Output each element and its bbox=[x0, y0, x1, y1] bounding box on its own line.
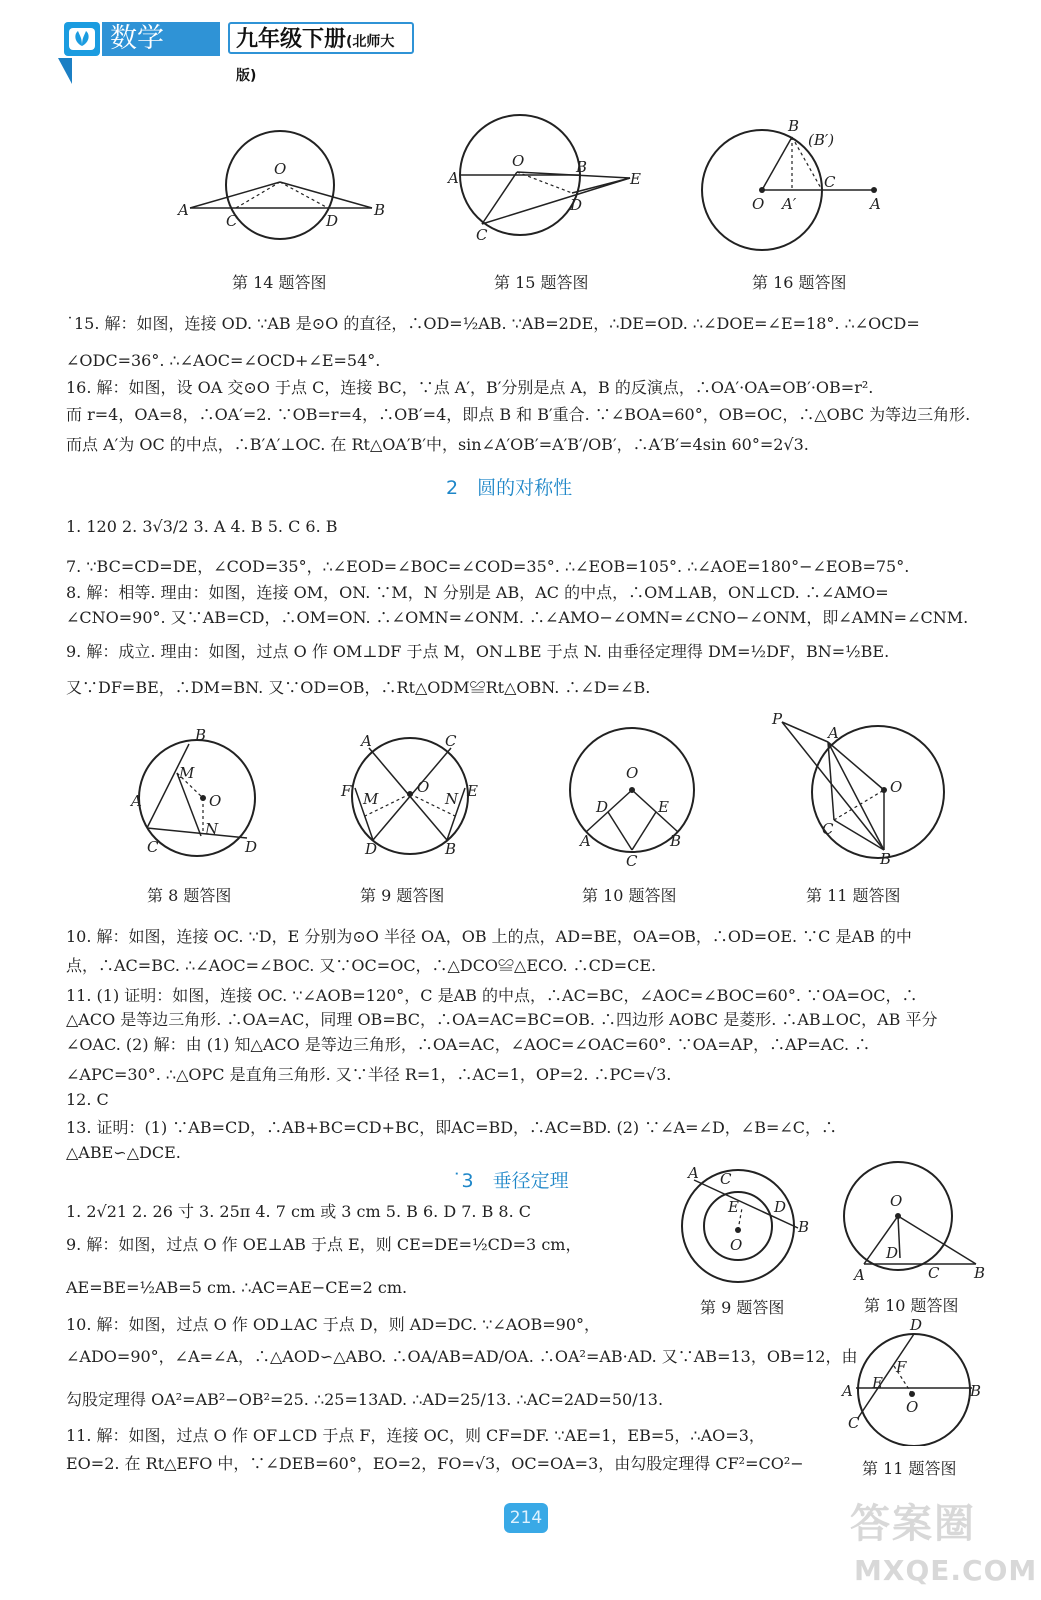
svg-text:O: O bbox=[274, 160, 287, 178]
svg-text:M: M bbox=[363, 790, 379, 808]
text-line: 又∵DF=BE，∴DM=BN. 又∵OD=OB，∴Rt△ODM≌Rt△OBN. ∴∠D=∠B. bbox=[66, 678, 651, 697]
leaf-logo-icon bbox=[64, 22, 100, 56]
text-line: ˙15. 解：如图，连接 OD. ∵AB 是⊙O 的直径，∴OD=½AB. ∵AB=2DE，∴DE=OD. ∴∠DOE=∠E=18°. ∴∠OCD= bbox=[66, 314, 920, 333]
watermark-line-1: 答案圈 bbox=[850, 1501, 976, 1547]
svg-text:O: O bbox=[906, 1398, 919, 1416]
svg-text:C: C bbox=[824, 173, 836, 191]
text-line: ∠ADO=90°，∠A=∠A，∴△AOD∽△ABO. ∴OA/AB=AD/OA. ∴OA²=AB·AD. 又∵AB=13，OB=12，由 bbox=[66, 1347, 858, 1366]
figure-14 bbox=[170, 120, 400, 260]
svg-text:C: C bbox=[928, 1264, 940, 1282]
svg-text:O: O bbox=[752, 195, 765, 213]
svg-text:F: F bbox=[341, 782, 352, 800]
figure-9 bbox=[335, 728, 485, 868]
text-line: 而点 A′为 OC 的中点，∴B′A′⊥OC. 在 Rt△OA′B′中，sin∠A′OB′=A′B′/OB′，∴A′B′=4sin 60°=2√3. bbox=[66, 435, 809, 454]
book-title-text: 九年级下册 bbox=[236, 27, 347, 52]
text-line: 7. ∵BC=CD=DE，∠COD=35°，∴∠EOD=∠BOC=∠COD=35°. ∴∠EOB=105°. ∴∠AOE=180°−∠EOB=75°. bbox=[66, 557, 910, 576]
svg-text:B: B bbox=[195, 728, 207, 744]
svg-text:N: N bbox=[205, 820, 219, 838]
caption-figure-9: 第 9 题答图 bbox=[360, 886, 445, 905]
text-line: 8. 解：相等. 理由：如图，连接 OM，ON. ∵M，N 分别是 AB，AC 的中点，∴OM⊥AB，ON⊥CD. ∴∠AMO= bbox=[66, 583, 889, 602]
svg-text:A: A bbox=[688, 1166, 699, 1182]
figure-8 bbox=[125, 728, 265, 868]
svg-text:B: B bbox=[880, 850, 892, 868]
text-line: 11. 解：如图，过点 O 作 OF⊥CD 于点 F，连接 OC，则 CF=DF. ∵AE=1，EB=5，∴AO=3， bbox=[66, 1426, 765, 1445]
figure-3-11 bbox=[836, 1316, 986, 1446]
section-title-symmetry: 2 圆的对称性 bbox=[446, 477, 573, 499]
svg-text:A: A bbox=[580, 832, 591, 850]
text-line: 9. 解：成立. 理由：如图，过点 O 作 OM⊥DF 于点 M，ON⊥BE 于点 N. 由垂径定理得 DM=½DF，BN=½BE. bbox=[66, 642, 890, 661]
figure-3-9 bbox=[676, 1166, 816, 1290]
watermark bbox=[842, 1490, 1038, 1590]
svg-text:C: C bbox=[848, 1414, 860, 1432]
svg-text:O: O bbox=[626, 764, 639, 782]
svg-text:E: E bbox=[630, 170, 641, 188]
svg-text:C: C bbox=[822, 820, 834, 838]
svg-text:P: P bbox=[772, 712, 783, 728]
svg-text:D: D bbox=[910, 1316, 923, 1334]
text-line: ∠APC=30°. ∴△OPC 是直角三角形. 又∵半径 R=1，∴AC=1，OP=2. ∴PC=√3. bbox=[66, 1065, 672, 1084]
svg-text:A: A bbox=[828, 724, 839, 742]
subject-label: 数学 bbox=[102, 22, 220, 56]
figure-11 bbox=[768, 712, 948, 872]
svg-text:D: D bbox=[774, 1198, 787, 1216]
text-line: ∠CNO=90°. 又∵AB=CD，∴OM=ON. ∴∠OMN=∠ONM. ∴∠AMO−∠OMN=∠CNO−∠ONM，即∠AMN=∠CNM. bbox=[66, 608, 969, 627]
svg-text:O: O bbox=[890, 778, 903, 796]
svg-text:E: E bbox=[872, 1374, 883, 1392]
svg-text:C: C bbox=[445, 732, 457, 750]
svg-text:A′: A′ bbox=[782, 195, 797, 213]
caption-figure-15: 第 15 题答图 bbox=[494, 273, 589, 292]
page-number: 214 bbox=[504, 1503, 548, 1533]
svg-text:B: B bbox=[576, 158, 588, 176]
svg-text:C: C bbox=[720, 1170, 732, 1188]
text-line: 1. 120 2. 3√3/2 3. A 4. B 5. C 6. B bbox=[66, 517, 338, 536]
svg-text:A: A bbox=[361, 732, 372, 750]
svg-text:D: D bbox=[365, 840, 378, 858]
svg-text:C: C bbox=[226, 212, 238, 230]
svg-text:B: B bbox=[670, 832, 682, 850]
svg-text:D: D bbox=[596, 798, 609, 816]
caption-figure-8: 第 8 题答图 bbox=[147, 886, 232, 905]
svg-text:E: E bbox=[658, 798, 669, 816]
header-ribbon bbox=[58, 58, 72, 84]
text-line: 而 r=4，OA=8，∴OA′=2. ∵OB=r=4，∴OB′=4，即点 B 和 B′重合. ∵∠BOA=60°，OB=OC，∴△OBC 为等边三角形. bbox=[66, 405, 971, 424]
text-line: ∠ODC=36°. ∴∠AOC=∠OCD+∠E=54°. bbox=[66, 351, 381, 370]
svg-text:A: A bbox=[448, 169, 459, 187]
caption-right-10: 第 10 题答图 bbox=[864, 1296, 959, 1315]
svg-text:A: A bbox=[178, 201, 189, 219]
svg-text:A: A bbox=[131, 792, 142, 810]
caption-right-9: 第 9 题答图 bbox=[700, 1298, 785, 1317]
text-line: 9. 解：如图，过点 O 作 OE⊥AB 于点 E，则 CE=DE=½CD=3 cm， bbox=[66, 1235, 582, 1254]
svg-text:O: O bbox=[209, 792, 222, 810]
text-line: △ACO 是等边三角形. ∴OA=AC，同理 OB=BC，∴OA=AC=BC=OB. ∴四边形 AOBC 是菱形. ∴AB⊥OC，AB 平分 bbox=[66, 1010, 938, 1029]
text-line: ∠OAC. (2) 解：由 (1) 知△ACO 是等边三角形，∴OA=AC，∠AOC=∠OAC=60°. ∵OA=AP，∴AP=AC. ∴ bbox=[66, 1035, 871, 1054]
text-line: 点，∴AC=BC. ∴∠AOC=∠BOC. 又∵OC=OC，∴△DCO≌△ECO. ∴CD=CE. bbox=[66, 956, 657, 975]
svg-text:O: O bbox=[512, 152, 525, 170]
text-line: EO=2. 在 Rt△EFO 中，∵∠DEB=60°，EO=2，FO=√3，OC=OA=3，由勾股定理得 CF²=CO²− bbox=[66, 1454, 804, 1473]
text-line: 13. 证明：(1) ∵AB=CD，∴AB+BC=CD+BC，即AC=BD，∴AC=BD. (2) ∵∠A=∠D，∠B=∠C，∴ bbox=[66, 1118, 838, 1137]
text-line: 12. C bbox=[66, 1090, 109, 1109]
svg-text:A: A bbox=[842, 1382, 853, 1400]
svg-text:A: A bbox=[870, 195, 881, 213]
svg-text:C: C bbox=[476, 226, 488, 244]
text-line: 1. 2√21 2. 26 寸 3. 25π 4. 7 cm 或 3 cm 5. B 6. D 7. B 8. C bbox=[66, 1202, 532, 1221]
section-title-perpendicular: ˙3 垂径定理 bbox=[452, 1170, 569, 1192]
caption-figure-10: 第 10 题答图 bbox=[582, 886, 677, 905]
svg-text:D: D bbox=[245, 838, 258, 856]
caption-right-11: 第 11 题答图 bbox=[862, 1459, 957, 1478]
svg-text:F: F bbox=[896, 1358, 907, 1376]
text-line: 11. (1) 证明：如图，连接 OC. ∵∠AOB=120°，C 是AB 的中点，∴AC=BC，∠AOC=∠BOC=60°. ∵OA=OC，∴ bbox=[66, 986, 918, 1005]
svg-text:B: B bbox=[374, 201, 386, 219]
svg-text:N: N bbox=[445, 790, 459, 808]
svg-text:E: E bbox=[728, 1198, 739, 1216]
svg-text:D: D bbox=[570, 196, 583, 214]
svg-text:D: D bbox=[886, 1244, 899, 1262]
svg-text:M: M bbox=[179, 764, 195, 782]
figure-15 bbox=[440, 110, 650, 260]
watermark-line-2: MXQE.COM bbox=[854, 1554, 1038, 1587]
figure-16 bbox=[690, 115, 900, 255]
svg-text:B: B bbox=[974, 1264, 986, 1282]
svg-text:B: B bbox=[970, 1382, 982, 1400]
svg-text:A: A bbox=[854, 1266, 865, 1284]
svg-text:B: B bbox=[445, 840, 457, 858]
book-title bbox=[228, 22, 414, 84]
edition-text: (北师大版) bbox=[236, 34, 395, 84]
text-line: △ABE∽△DCE. bbox=[66, 1143, 181, 1162]
caption-figure-16: 第 16 题答图 bbox=[752, 273, 847, 292]
svg-text:C: C bbox=[626, 852, 638, 870]
svg-text:E: E bbox=[467, 782, 478, 800]
text-line: 勾股定理得 OA²=AB²−OB²=25. ∴25=13AD. ∴AD=25/13. ∴AC=2AD=50/13. bbox=[66, 1390, 664, 1409]
caption-figure-11: 第 11 题答图 bbox=[806, 886, 901, 905]
svg-text:O: O bbox=[890, 1192, 903, 1210]
svg-text:B: B bbox=[798, 1218, 810, 1236]
text-line: 16. 解：如图，设 OA 交⊙O 于点 C，连接 BC，∵点 A′，B′分别是点 A，B 的反演点，∴OA′·OA=OB′·OB=r². bbox=[66, 378, 874, 397]
caption-figure-14: 第 14 题答图 bbox=[232, 273, 327, 292]
svg-text:O: O bbox=[417, 778, 430, 796]
svg-text:B: B bbox=[788, 117, 800, 135]
figure-10 bbox=[560, 720, 700, 870]
figure-3-10 bbox=[840, 1160, 990, 1288]
svg-text:C: C bbox=[147, 838, 159, 856]
book-header bbox=[58, 18, 414, 84]
text-line: AE=BE=½AB=5 cm. ∴AC=AE−CE=2 cm. bbox=[66, 1278, 408, 1297]
svg-text:O: O bbox=[730, 1236, 743, 1254]
svg-text:(B′): (B′) bbox=[808, 131, 835, 149]
text-line: 10. 解：如图，连接 OC. ∵D，E 分别为⊙O 半径 OA，OB 上的点，AD=BE，OA=OB，∴OD=OE. ∵C 是AB 的中 bbox=[66, 927, 912, 946]
text-line: 10. 解：如图，过点 O 作 OD⊥AC 于点 D，则 AD=DC. ∵∠AOB=90°， bbox=[66, 1315, 601, 1334]
svg-text:D: D bbox=[326, 212, 339, 230]
